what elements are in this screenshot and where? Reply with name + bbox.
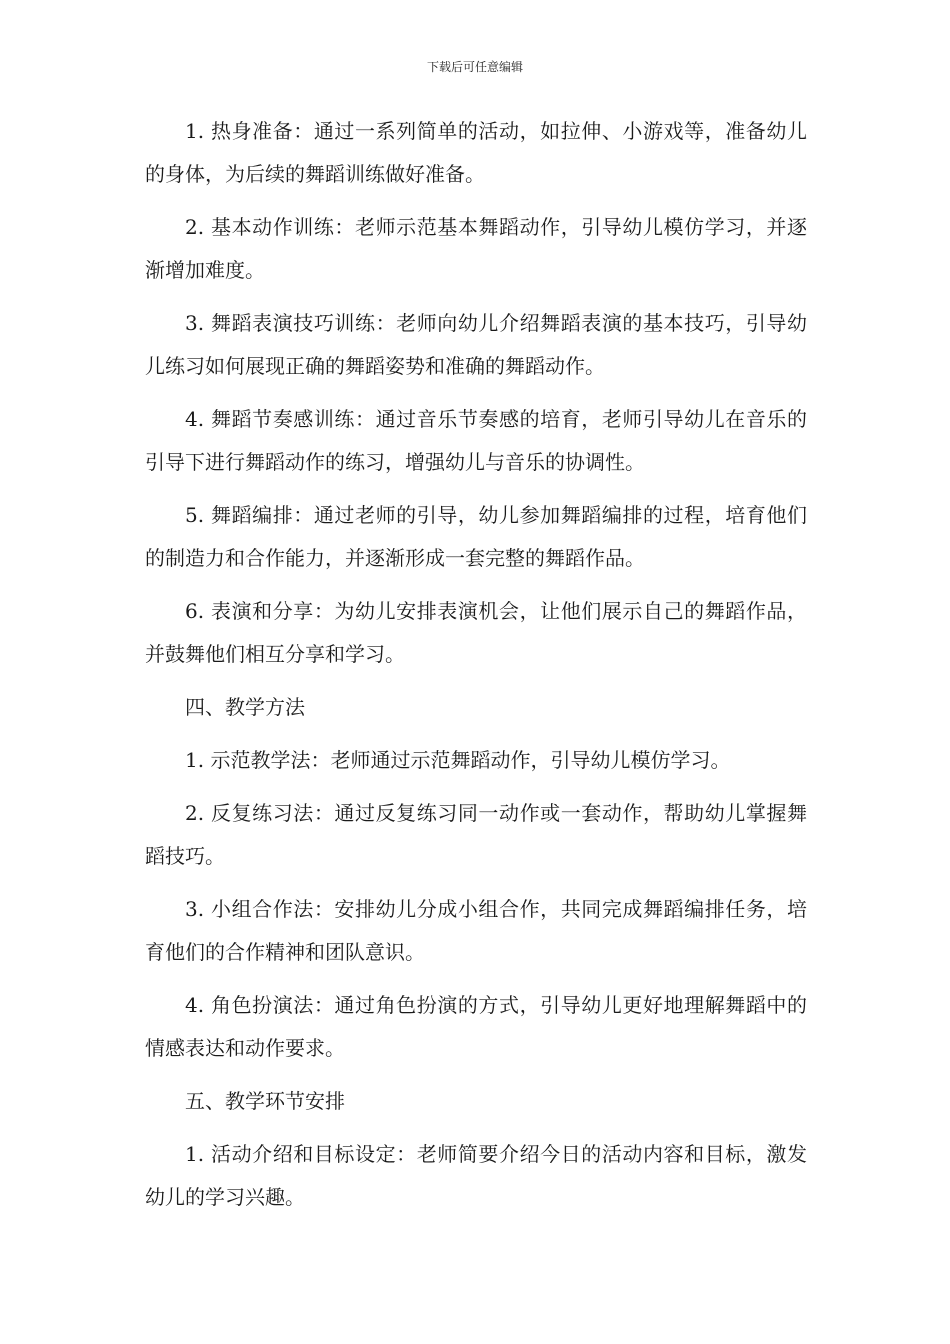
list-item-group-work: 3. 小组合作法：安排幼儿分成小组合作，共同完成舞蹈编排任务，培育他们的合作精神和团队意识。 <box>145 897 807 964</box>
list-item-performance-sharing: 6. 表演和分享：为幼儿安排表演机会，让他们展示自己的舞蹈作品，并鼓舞他们相互分享和学习。 <box>145 599 807 666</box>
list-item-role-play: 4. 角色扮演法：通过角色扮演的方式，引导幼儿更好地理解舞蹈中的情感表达和动作要求。 <box>145 993 807 1060</box>
document-body <box>145 110 807 1229</box>
page-header: 下载后可任意编辑 <box>426 60 523 74</box>
section-heading-teaching-methods: 四、教学方法 <box>185 695 305 719</box>
list-item-intro-goals: 1. 活动介绍和目标设定：老师简要介绍今日的活动内容和目标，激发幼儿的学习兴趣。 <box>145 1142 807 1209</box>
list-item-warmup: 1. 热身准备：通过一系列简单的活动，如拉伸、小游戏等，准备幼儿的身体，为后续的舞蹈训练做好准备。 <box>145 119 807 186</box>
list-item-performance-skills: 3. 舞蹈表演技巧训练：老师向幼儿介绍舞蹈表演的基本技巧，引导幼儿练习如何展现正确的舞蹈姿势和准确的舞蹈动作。 <box>145 311 807 378</box>
list-item-basic-moves: 2. 基本动作训练：老师示范基本舞蹈动作，引导幼儿模仿学习，并逐渐增加难度。 <box>145 215 807 282</box>
list-item-choreography: 5. 舞蹈编排：通过老师的引导，幼儿参加舞蹈编排的过程，培育他们的制造力和合作能力，并逐渐形成一套完整的舞蹈作品。 <box>145 503 807 570</box>
list-item-demonstration: 1. 示范教学法：老师通过示范舞蹈动作，引导幼儿模仿学习。 <box>185 748 731 772</box>
list-item-rhythm: 4. 舞蹈节奏感训练：通过音乐节奏感的培育，老师引导幼儿在音乐的引导下进行舞蹈动作的练习，增强幼儿与音乐的协调性。 <box>145 407 807 474</box>
section-heading-teaching-steps: 五、教学环节安排 <box>185 1089 345 1113</box>
list-item-repetition: 2. 反复练习法：通过反复练习同一动作或一套动作，帮助幼儿掌握舞蹈技巧。 <box>145 801 807 868</box>
